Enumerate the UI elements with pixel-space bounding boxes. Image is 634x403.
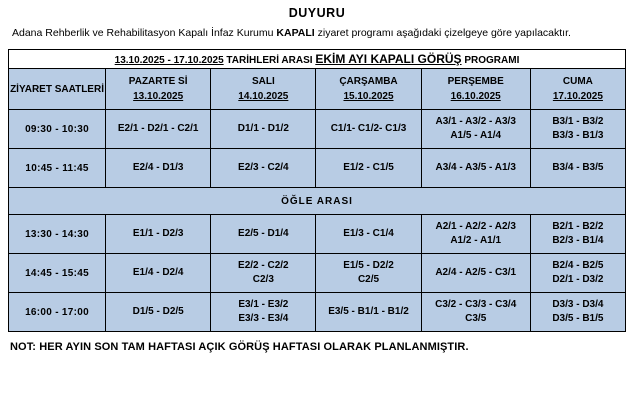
banner-date-range: 13.10.2025 - 17.10.2025: [114, 55, 224, 67]
lunch-break-row: [9, 188, 626, 215]
cell-0-thursday: A3/1 - A3/2 - A3/3 A1/5 - A1/4: [421, 110, 530, 149]
cell-1-tuesday: E2/3 - C2/4: [211, 149, 316, 188]
cell-4-monday: D1/5 - D2/5: [106, 293, 211, 332]
intro-paragraph: [12, 26, 626, 41]
footer-note: NOT: HER AYIN SON TAM HAFTASI AÇIK GÖRÜŞ HAFTASI OLARAK PLANLANMIŞTIR.: [10, 341, 469, 354]
intro-text-bold: KAPALI: [276, 27, 315, 39]
cell-2-wednesday: E1/3 - C1/4: [316, 215, 421, 254]
row-time-4: 16:00 - 17:00: [9, 293, 106, 332]
cell-2-thursday: A2/1 - A2/2 - A2/3 A1/2 - A1/1: [421, 215, 530, 254]
row-time-2: 13:30 - 14:30: [9, 215, 106, 254]
day-name-wednesday: ÇARŞAMBA: [339, 76, 398, 88]
day-date-thursday: 16.10.2025: [450, 91, 501, 103]
table-row: [9, 293, 626, 332]
cell-3-thursday: A2/4 - A2/5 - C3/1: [421, 254, 530, 293]
header-day-thursday: [421, 69, 530, 110]
banner-row: [9, 50, 626, 69]
header-visit-hours: ZİYARET SAATLERİ: [9, 69, 106, 110]
day-name-friday: CUMA: [562, 76, 593, 88]
day-name-tuesday: SALI: [251, 76, 275, 88]
cell-4-friday: D3/3 - D3/4 D3/5 - B1/5: [530, 293, 625, 332]
row-time-0: 09:30 - 10:30: [9, 110, 106, 149]
cell-1-wednesday: E1/2 - C1/5: [316, 149, 421, 188]
header-day-monday: [106, 69, 211, 110]
intro-text-part2: ziyaret programı aşağıdaki çizelgeye göre yapılacaktır.: [314, 27, 571, 39]
row-time-1: 10:45 - 11:45: [9, 149, 106, 188]
table-header-row: [9, 69, 626, 110]
header-day-wednesday: [316, 69, 421, 110]
cell-1-friday: B3/4 - B3/5: [530, 149, 625, 188]
cell-0-monday: E2/1 - D2/1 - C2/1: [106, 110, 211, 149]
banner-highlight-text: EKİM AYI KAPALI GÖRÜŞ: [315, 52, 462, 67]
banner-suffix-text: PROGRAMI: [461, 55, 520, 67]
day-name-monday: PAZARTE Sİ: [128, 76, 188, 88]
cell-4-thursday: C3/2 - C3/3 - C3/4 C3/5: [421, 293, 530, 332]
banner-mid-text: TARİHLERİ ARASI: [223, 55, 316, 67]
table-row: [9, 254, 626, 293]
cell-2-friday: B2/1 - B2/2 B2/3 - B1/4: [530, 215, 625, 254]
cell-3-monday: E1/4 - D2/4: [106, 254, 211, 293]
page-title: DUYURU: [288, 6, 346, 20]
day-date-tuesday: 14.10.2025: [238, 91, 289, 103]
cell-2-tuesday: E2/5 - D1/4: [211, 215, 316, 254]
header-day-tuesday: [211, 69, 316, 110]
day-date-monday: 13.10.2025: [133, 91, 184, 103]
schedule-table: [8, 49, 626, 332]
header-day-friday: [530, 69, 625, 110]
cell-0-wednesday: C1/1- C1/2- C1/3: [316, 110, 421, 149]
cell-2-monday: E1/1 - D2/3: [106, 215, 211, 254]
day-date-wednesday: 15.10.2025: [343, 91, 394, 103]
cell-3-friday: B2/4 - B2/5 D2/1 - D3/2: [530, 254, 625, 293]
intro-text-part1: Adana Rehberlik ve Rehabilitasyon Kapalı İnfaz Kurumu: [12, 27, 277, 39]
cell-4-tuesday: E3/1 - E3/2 E3/3 - E3/4: [211, 293, 316, 332]
cell-0-tuesday: D1/1 - D1/2: [211, 110, 316, 149]
cell-1-monday: E2/4 - D1/3: [106, 149, 211, 188]
lunch-break-label: ÖĞLE ARASI: [9, 188, 626, 215]
cell-3-tuesday: E2/2 - C2/2 C2/3: [211, 254, 316, 293]
cell-4-wednesday: E3/5 - B1/1 - B1/2: [316, 293, 421, 332]
banner-cell: [9, 50, 626, 69]
cell-0-friday: B3/1 - B3/2 B3/3 - B1/3: [530, 110, 625, 149]
table-row: [9, 110, 626, 149]
row-time-3: 14:45 - 15:45: [9, 254, 106, 293]
day-date-friday: 17.10.2025: [552, 91, 603, 103]
table-row: [9, 149, 626, 188]
table-row: [9, 215, 626, 254]
day-name-thursday: PERŞEMBE: [447, 76, 504, 88]
cell-1-thursday: A3/4 - A3/5 - A1/3: [421, 149, 530, 188]
cell-3-wednesday: E1/5 - D2/2 C2/5: [316, 254, 421, 293]
